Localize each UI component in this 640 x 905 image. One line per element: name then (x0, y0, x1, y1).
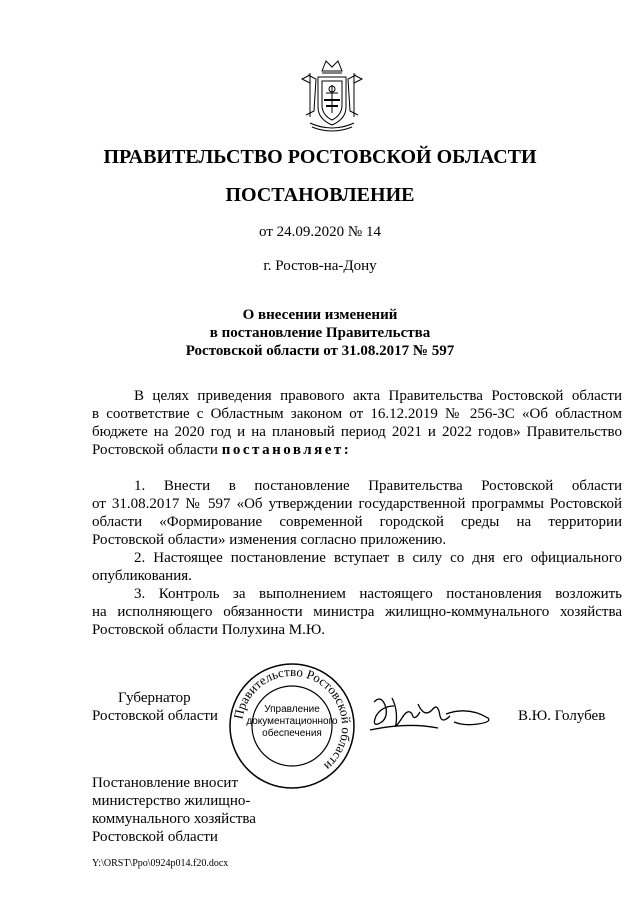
handwritten-signature (368, 688, 498, 738)
item-1-line: 1. Внести в постановление Правительства Ростовской области (134, 478, 622, 494)
document-city: г. Ростов-на-Дону (263, 258, 377, 274)
document-type: ПОСТАНОВЛЕНИЕ (225, 184, 415, 206)
preamble-line: бюджете на 2020 год и на плановый период 2021 и 2022 годов» Правительство (92, 424, 622, 440)
government-name: ПРАВИТЕЛЬСТВО РОСТОВСКОЙ ОБЛАСТИ (103, 146, 537, 168)
subject-line: Ростовской области от 31.08.2017 № 597 (185, 343, 455, 359)
document-subject (0, 306, 640, 360)
item-1-line: области «Формирование современной городской среды на территории (92, 514, 622, 530)
submitter-line: министерство жилищно- (92, 793, 251, 809)
item-2-line: 2. Настоящее постановление вступает в силу со дня его официального (134, 550, 622, 566)
item-1-line: от 31.08.2017 № 597 «Об утверждении государственной программы Ростовской (92, 496, 622, 512)
stamp-ring-text: Правительство Ростовской области (230, 663, 355, 774)
signatory-name: В.Ю. Голубев (518, 708, 606, 724)
file-path: Y:\ORST\Ppo\0924p014.f20.docx (92, 858, 229, 869)
item-3-line: 3. Контроль за выполнением настоящего постановления возложить (134, 586, 622, 602)
item-3-line: на исполняющего обязанности министра жилищно-коммунального хозяйства (92, 604, 622, 620)
preamble-line: в соответствие с Областным законом от 16.12.2019 № 256-ЗС «Об областном (92, 406, 622, 422)
subject-line: О внесении изменений (242, 307, 398, 323)
preamble-line (92, 442, 622, 459)
preamble-text: Ростовской области (92, 442, 222, 458)
signatory-position: Губернатор (118, 690, 191, 706)
submitter-block (92, 774, 256, 846)
coat-of-arms-emblem (300, 55, 364, 135)
submitter-line: Постановление вносит (92, 775, 239, 791)
item-3-line: Ростовской области Полухина М.Ю. (92, 622, 326, 638)
preamble-line: В целях приведения правового акта Правительства Ростовской области (134, 388, 622, 404)
subject-line: в постановление Правительства (209, 325, 431, 341)
document-date-number: от 24.09.2020 № 14 (259, 224, 381, 240)
stamp-inner-line: Управление (264, 704, 320, 715)
stamp-inner-text (226, 704, 358, 740)
resolution-keyword: постановляет: (221, 442, 352, 458)
submitter-line: Ростовской области (92, 829, 218, 845)
stamp-inner-line: обеспечения (262, 728, 322, 739)
stamp-inner-line: документационного (246, 716, 338, 727)
item-1-line: Ростовской области» изменения согласно приложению. (92, 532, 447, 548)
signatory-position: Ростовской области (92, 708, 218, 724)
item-2-line: опубликования. (92, 568, 192, 584)
submitter-line: коммунального хозяйства (92, 811, 256, 827)
